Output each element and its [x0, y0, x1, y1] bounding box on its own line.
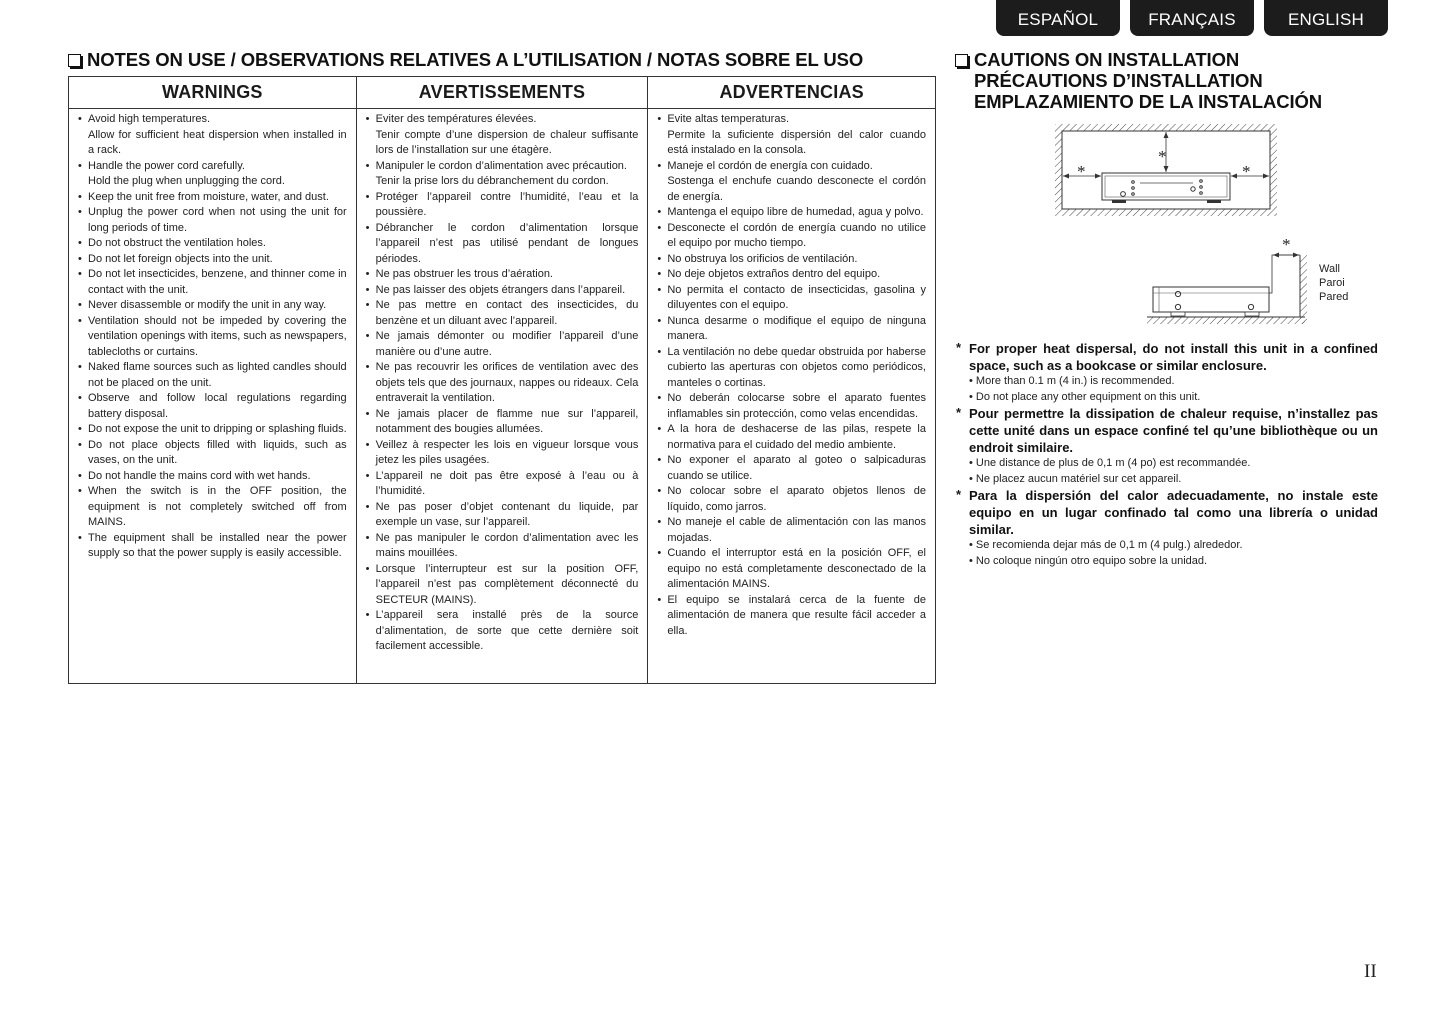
item-text: • Maneje el cordón de energía con cuidado.: [667, 159, 873, 172]
caution-note: • Se recomienda dejar más de 0,1 m (4 pulg.) alrededor.: [969, 539, 1243, 551]
item-text: • Ne pas manipuler le cordon d’alimentation avec les mains mouillées.: [375, 531, 639, 559]
list-item: [657, 484, 926, 515]
wall-label-es: Pared: [1319, 291, 1349, 303]
item-subtext: Permite la suficiente dispersión del calor cuando está instalado en la consola.: [667, 128, 926, 156]
item-text: • Do not handle the mains cord with wet hands.: [88, 469, 311, 482]
list-item: [78, 391, 347, 422]
checkbox-icon: [68, 54, 81, 67]
list-item: [657, 515, 926, 546]
item-text: • Ne pas mettre en contact des insecticides, du benzène et un diluant avec l’appareil.: [375, 299, 639, 327]
list-item: [657, 546, 926, 593]
item-text: • Do not let insecticides, benzene, and thinner come in contact with the unit.: [88, 268, 347, 296]
item-text: • No maneje el cable de alimentación con las manos mojadas.: [667, 516, 926, 544]
list-item: [78, 531, 347, 562]
checkbox-icon: [955, 54, 968, 67]
list-item: [657, 252, 926, 268]
list-item: [366, 329, 639, 360]
list-item: [78, 469, 347, 485]
list-item: [657, 391, 926, 422]
list-item: [366, 283, 639, 299]
cautions-block: [956, 340, 1378, 569]
item-text: • Do not expose the unit to dripping or splashing fluids.: [88, 423, 347, 435]
item-text: • Lorsque l’interrupteur est sur la position OFF, l’appareil n’est pas complètement déconnecté du SECTEUR (MAINS).: [375, 562, 639, 606]
list-item: [657, 283, 926, 314]
notes-on-use-title: [68, 49, 863, 70]
item-text: • Desconecte el cordón de energía cuando no utilice el equipo por mucho tiempo.: [667, 221, 926, 249]
list-item: [366, 112, 639, 159]
caution-note: • Ne placez aucun matériel sur cet appareil.: [969, 472, 1182, 485]
language-tabs: [996, 0, 1388, 36]
side-view-diagram: [1145, 233, 1315, 327]
item-text: • No deberán colocarse sobre el aparato fuentes inflamables sin protección, como velas encendidas.: [667, 392, 926, 420]
item-text: • Nunca desarme o modifique el equipo de ninguna manera.: [667, 314, 926, 342]
caution-es: [956, 487, 1378, 569]
list-item: [366, 298, 639, 329]
wall-label-fr: Paroi: [1319, 277, 1345, 289]
item-text: • Eviter des températures élevées.: [375, 113, 537, 125]
item-subtext: Tenir compte d’une dispersion de chaleur suffisante lors de l’installation sur une étagère.: [375, 128, 639, 156]
list-item: [366, 531, 639, 562]
list-item: [366, 221, 639, 268]
cautions-title-fr: PRÉCAUTIONS D’INSTALLATION: [974, 70, 1263, 91]
list-item: [657, 159, 926, 206]
item-text: • Evite altas temperaturas.: [667, 113, 789, 125]
column-heading: WARNINGS: [69, 77, 356, 109]
list-item: [78, 314, 347, 361]
item-text: • No colocar sobre el aparato objetos llenos de líquido, como jarros.: [667, 485, 926, 513]
list-item: [657, 422, 926, 453]
caution-note: • No coloque ningún otro equipo sobre la unidad.: [969, 554, 1208, 567]
list-item: [78, 252, 347, 268]
list-item: [78, 360, 347, 391]
item-text: • Do not obstruct the ventilation holes.: [88, 237, 266, 249]
warnings-list: [78, 112, 347, 562]
caution-note: • Do not place any other equipment on this unit.: [969, 390, 1201, 403]
item-text: • Ne pas obstruer les trous d’aération.: [375, 268, 553, 280]
advertencias-column: [647, 77, 935, 683]
list-item: [366, 407, 639, 438]
avertissements-column: [356, 77, 648, 683]
item-subtext: Hold the plug when unplugging the cord.: [88, 175, 285, 187]
cautions-title-en: CAUTIONS ON INSTALLATION: [974, 49, 1240, 70]
item-text: • Débrancher le cordon d’alimentation lorsque l’appareil n’est pas utilisé pendant de longues périodes.: [375, 221, 639, 265]
item-text: • Ne pas recouvrir les orifices de ventilation avec des objets tels que des journaux, nappes ou rideaux. Cela entraverait la ventilation.: [375, 361, 639, 404]
cautions-title-es: EMPLAZAMIENTO DE LA INSTALACIÓN: [974, 91, 1323, 112]
list-item: [78, 112, 347, 159]
list-item: [366, 360, 639, 407]
item-text: • La ventilación no debe quedar obstruida por haberse cubierto las aperturas con objetos como periódicos, manteles o cortinas.: [667, 345, 926, 389]
item-text: • Never disassemble or modify the unit in any way.: [88, 299, 327, 311]
list-item: [657, 205, 926, 221]
clearance-star: *: [1077, 162, 1086, 181]
item-text: • When the switch is in the OFF position, the equipment is not completely switched off from MAINS.: [88, 485, 347, 528]
item-text: • Observe and follow local regulations regarding battery disposal.: [88, 392, 347, 420]
caution-note: • Une distance de plus de 0,1 m (4 po) est recommandée.: [969, 457, 1251, 469]
item-text: • Avoid high temperatures.: [88, 113, 211, 125]
clearance-star: *: [1242, 162, 1251, 181]
column-heading: AVERTISSEMENTS: [357, 77, 648, 109]
item-subtext: Tenir la prise lors du débranchement du cordon.: [375, 175, 609, 187]
tab-espanol[interactable]: ESPAÑOL: [996, 0, 1120, 36]
list-item: [78, 159, 347, 190]
list-item: [78, 190, 347, 206]
list-item: [657, 593, 926, 640]
list-item: [78, 205, 347, 236]
item-text: • El equipo se instalará cerca de la fuente de alimentación de manera que resulte fácil acceder a ella.: [667, 593, 926, 637]
notes-table: [68, 76, 936, 684]
item-text: • Ne pas poser d’objet contenant du liquide, par exemple un vase, sur l’appareil.: [375, 500, 639, 528]
list-item: [657, 267, 926, 283]
cautions-title: [955, 49, 1322, 112]
list-item: [366, 159, 639, 190]
clearance-star: *: [1158, 147, 1167, 166]
item-text: • Mantenga el equipo libre de humedad, agua y polvo.: [667, 206, 924, 218]
item-subtext: Sostenga el enchufe cuando desconecte el cordón de energía.: [667, 175, 926, 203]
item-text: • Ne pas laisser des objets étrangers dans l’appareil.: [375, 283, 626, 296]
item-text: • No exponer el aparato al goteo o salpicaduras cuando se utilice.: [667, 454, 926, 482]
list-item: [78, 422, 347, 438]
list-item: [366, 608, 639, 655]
item-text: • Do not let foreign objects into the unit.: [88, 252, 273, 265]
item-text: • Do not place objects filled with liquids, such as vases, on the unit.: [88, 438, 347, 466]
avertissements-list: [366, 112, 639, 655]
tab-english[interactable]: ENGLISH: [1264, 0, 1388, 36]
item-text: • Ventilation should not be impeded by covering the ventilation openings with items, such as newspapers, tablecloths or curtains.: [88, 314, 347, 358]
item-text: • A la hora de deshacerse de las pilas, respete la normativa para el cuidado del medio ambiente.: [667, 423, 926, 451]
asterisk-icon: *: [956, 340, 962, 355]
item-text: • Unplug the power cord when not using the unit for long periods of time.: [88, 206, 347, 234]
caution-heading: Pour permettre la dissipation de chaleur requise, n’installez pas cette unité dans un espace confiné tel qu’une bibliothèque ou un endroit similaire.: [969, 406, 1378, 455]
list-item: [78, 484, 347, 531]
item-text: • Naked flame sources such as lighted candles should not be placed on the unit.: [88, 361, 347, 389]
caution-en: [956, 340, 1378, 405]
item-text: • Keep the unit free from moisture, water, and dust.: [88, 190, 329, 203]
item-text: • No obstruya los orificios de ventilación.: [667, 252, 858, 265]
item-text: • No deje objetos extraños dentro del equipo.: [667, 268, 881, 280]
tab-francais[interactable]: FRANÇAIS: [1130, 0, 1254, 36]
item-text: • Cuando el interruptor está en la posición OFF, el equipo no está completamente desconectado de la alimentación MAINS.: [667, 547, 926, 590]
list-item: [366, 190, 639, 221]
asterisk-icon: *: [956, 487, 962, 502]
front-view-diagram: [1055, 124, 1277, 216]
item-text: • The equipment shall be installed near the power supply so that the power supply is easily accessible.: [88, 531, 347, 559]
column-heading: ADVERTENCIAS: [648, 77, 935, 109]
item-text: • No permita el contacto de insecticidas, gasolina y diluyentes con el equipo.: [667, 283, 926, 311]
clearance-star: *: [1282, 235, 1291, 254]
item-text: • L’appareil ne doit pas être exposé à l’eau ou à l’humidité.: [375, 469, 639, 497]
asterisk-icon: *: [956, 405, 962, 420]
caution-note: • More than 0.1 m (4 in.) is recommended.: [969, 375, 1175, 387]
list-item: [366, 469, 639, 500]
list-item: [78, 438, 347, 469]
wall-labels: [1319, 262, 1348, 304]
list-item: [657, 112, 926, 159]
list-item: [78, 267, 347, 298]
item-text: • Manipuler le cordon d’alimentation avec précaution.: [375, 159, 627, 172]
list-item: [657, 221, 926, 252]
caution-heading: Para la dispersión del calor adecuadamente, no instale este equipo en un lugar confinado tal como una librería o unidad similar.: [969, 488, 1378, 537]
list-item: [366, 500, 639, 531]
list-item: [366, 438, 639, 469]
item-text: • Ne jamais démonter ou modifier l’appareil d’une manière ou d’une autre.: [375, 330, 639, 358]
wall-label-en: Wall: [1319, 263, 1340, 275]
list-item: [366, 562, 639, 609]
item-subtext: Allow for sufficient heat dispersion when installed in a rack.: [88, 128, 347, 156]
advertencias-list: [657, 112, 926, 639]
item-text: • Handle the power cord carefully.: [88, 159, 245, 172]
item-text: • L’appareil sera installé près de la source d’alimentation, de sorte que cette dernière soit facilement accessible.: [375, 609, 639, 652]
item-text: • Protéger l’appareil contre l’humidité, l’eau et la poussière.: [375, 190, 639, 218]
list-item: [657, 345, 926, 392]
list-item: [657, 314, 926, 345]
item-text: • Ne jamais placer de flamme nue sur l’appareil, notamment des bougies allumées.: [375, 407, 639, 435]
list-item: [78, 236, 347, 252]
page-number: II: [1364, 961, 1377, 982]
warnings-column: [69, 77, 356, 683]
caution-heading: For proper heat dispersal, do not install this unit in a confined space, such as a bookcase or similar enclosure.: [969, 341, 1378, 373]
list-item: [78, 298, 347, 314]
caution-fr: [956, 405, 1378, 487]
list-item: [366, 267, 639, 283]
notes-on-use-title-text: NOTES ON USE / OBSERVATIONS RELATIVES A L’UTILISATION / NOTAS SOBRE EL USO: [87, 49, 864, 70]
item-text: • Veillez à respecter les lois en vigueur lorsque vous jetez les piles usagées.: [375, 438, 639, 466]
list-item: [657, 453, 926, 484]
